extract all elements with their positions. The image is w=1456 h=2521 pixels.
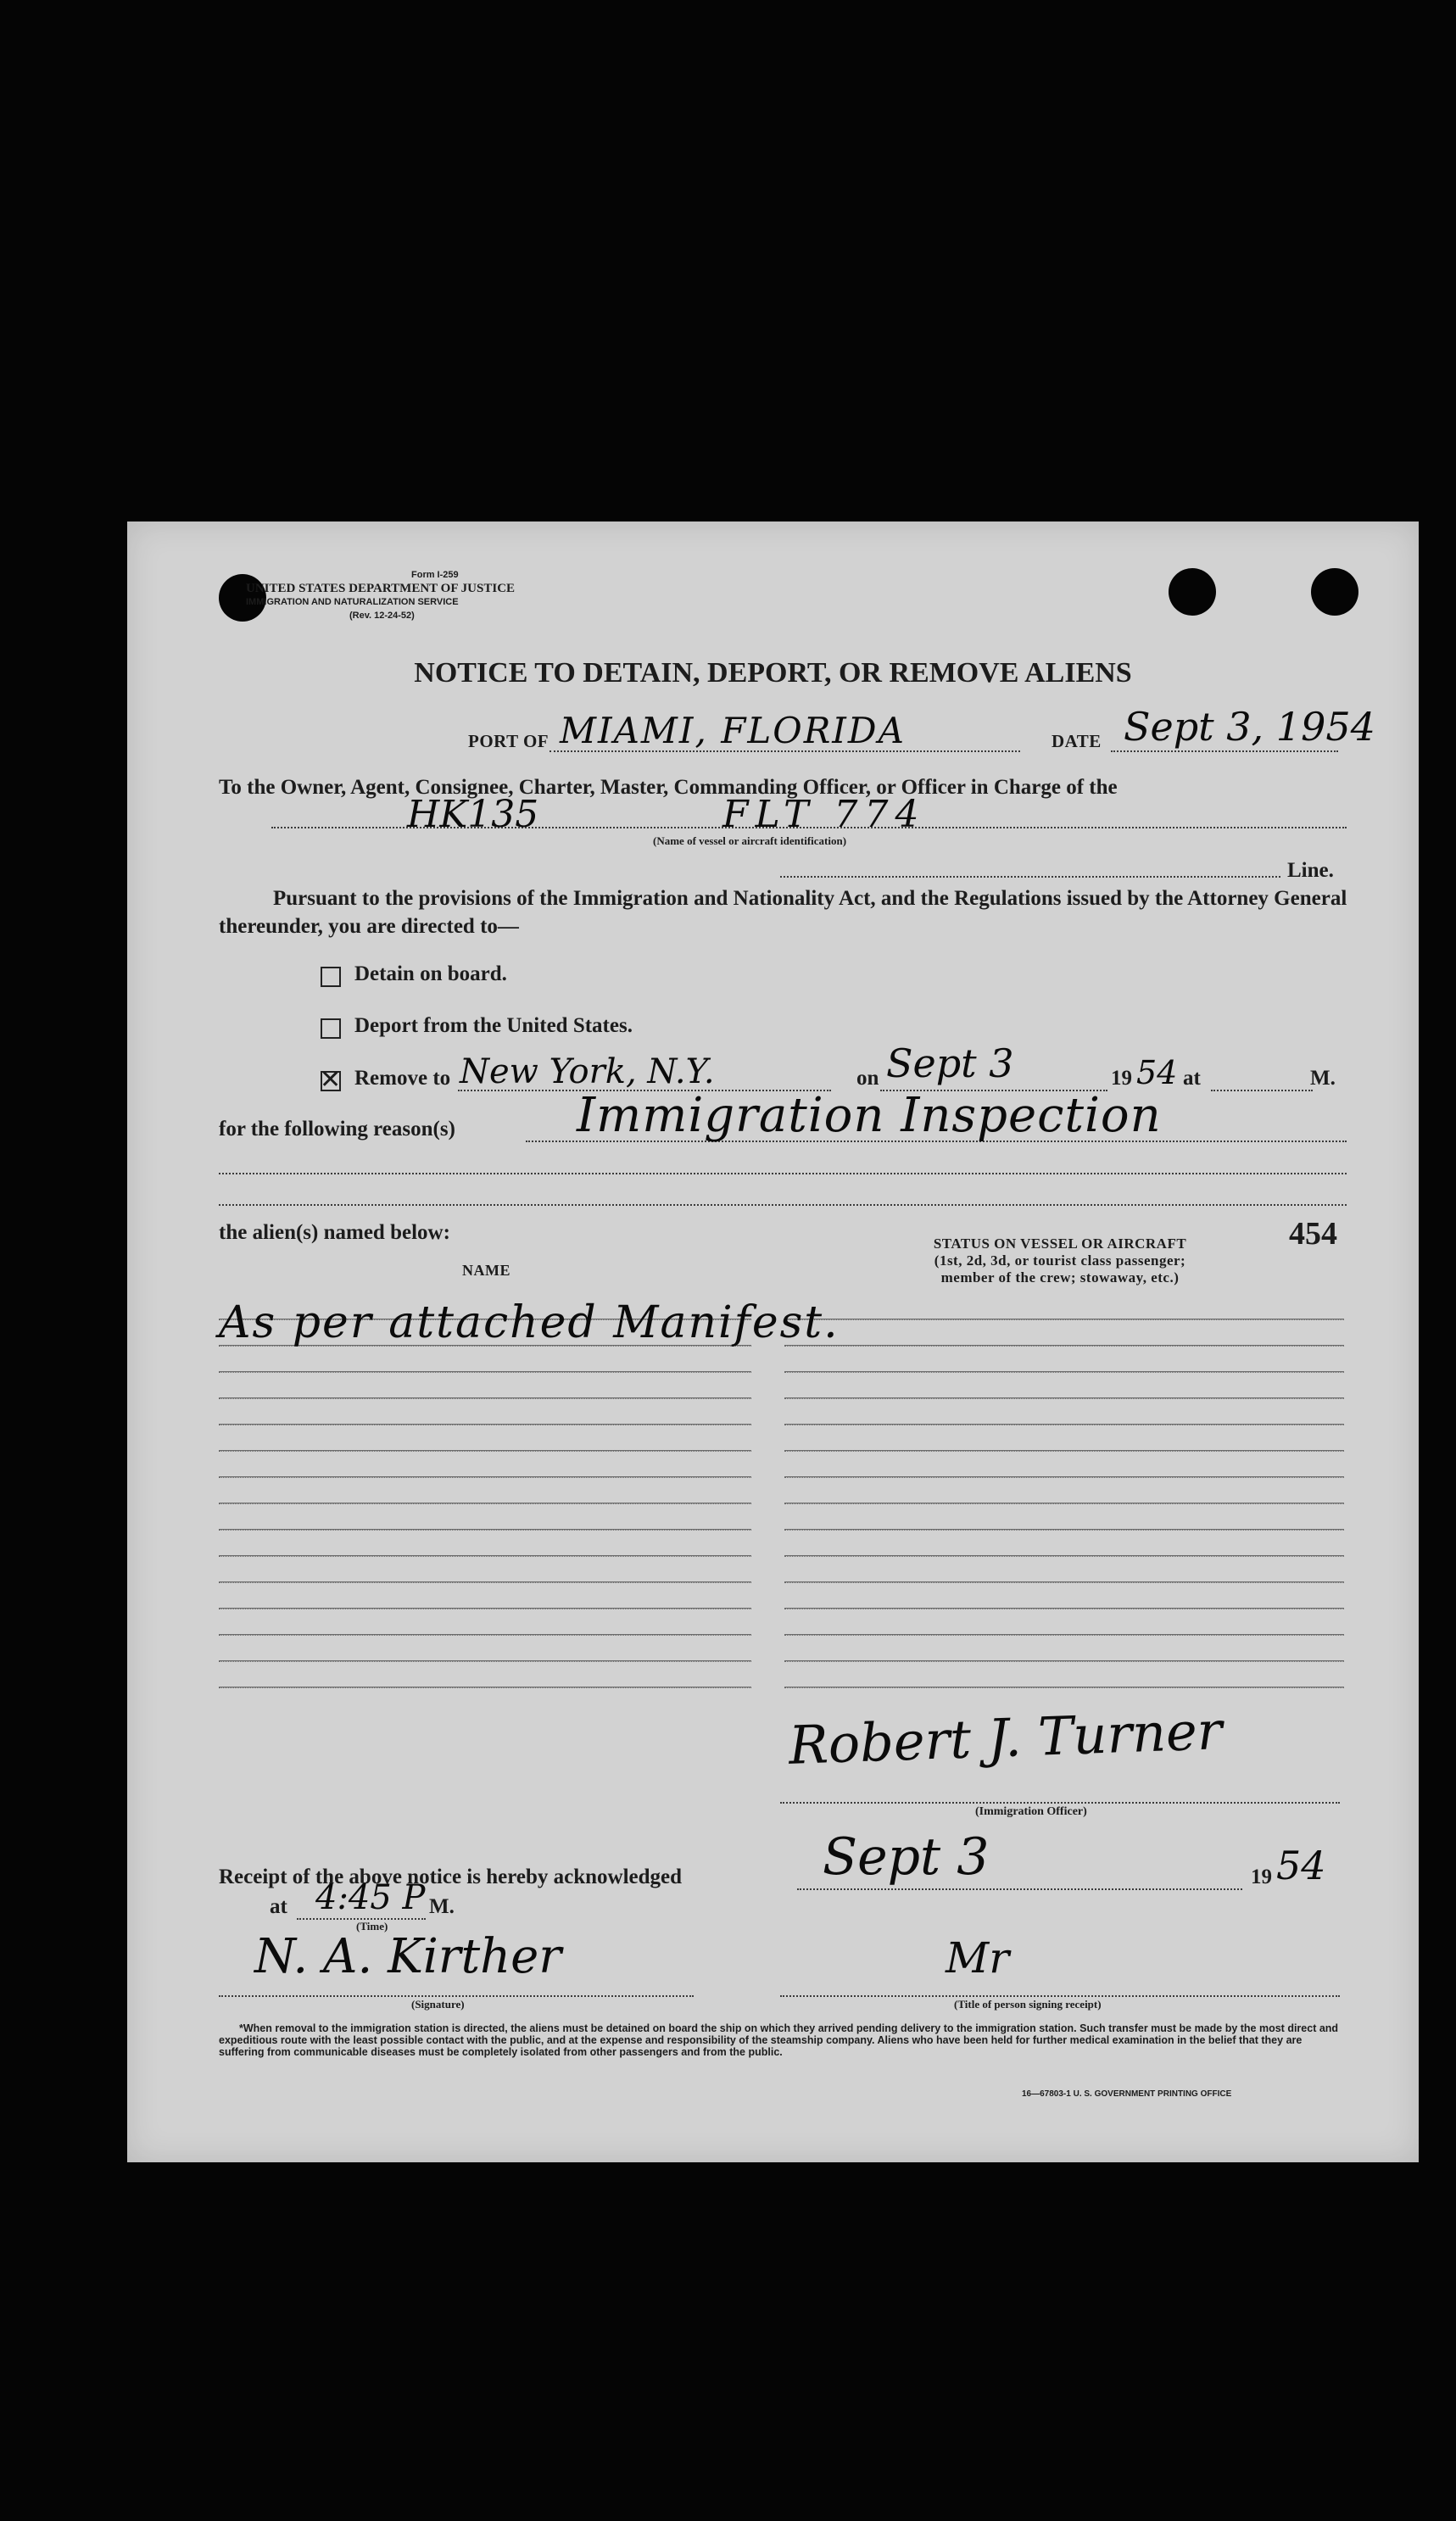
officer-signature: Robert J. Turner [787, 1699, 1224, 1776]
reason-label: for the following reason(s) [219, 1118, 455, 1141]
status-row-line [784, 1319, 1344, 1320]
name-column-header: NAME [462, 1262, 510, 1279]
pursuant-text: Pursuant to the provisions of the Immigration and Nationality Act, and the Regulations issued by the Attorney General thereunder, you are directed to— [219, 887, 1347, 938]
name-row-line [219, 1529, 751, 1531]
detain-checkbox[interactable] [321, 967, 341, 987]
reason-line-2 [219, 1173, 1347, 1174]
receipt-date-value: Sept 3 [823, 1827, 990, 1887]
detain-label: Detain on board. [354, 962, 507, 985]
deport-checkbox[interactable] [321, 1018, 341, 1039]
status-row-line [784, 1345, 1344, 1347]
remove-m-label: M. [1310, 1067, 1336, 1090]
date-line [1111, 750, 1338, 752]
receipt-title-value: Mr [946, 1933, 1010, 1983]
receipt-signature-line [219, 1995, 694, 1997]
form-revision: (Rev. 12-24-52) [349, 611, 415, 621]
status-row-line [784, 1397, 1344, 1399]
status-row-line [784, 1660, 1344, 1662]
name-row-line [219, 1608, 751, 1609]
receipt-year-prefix: 19 [1251, 1866, 1272, 1888]
check-mark-icon: ✕ [320, 1065, 342, 1095]
agency-line-2: IMMIGRATION AND NATURALIZATION SERVICE [246, 597, 459, 607]
aliens-label: the alien(s) named below: [219, 1221, 450, 1244]
receipt-m-label: M. [429, 1895, 455, 1918]
status-row-line [784, 1608, 1344, 1609]
officer-signature-line [780, 1802, 1340, 1804]
reason-line-3 [219, 1204, 1347, 1206]
name-row-line [219, 1634, 751, 1636]
receipt-at-label: at [270, 1895, 287, 1918]
status-row-line [784, 1371, 1344, 1373]
remove-year-value: 54 [1136, 1054, 1178, 1091]
names-entry-value: As per attached Manifest. [219, 1297, 840, 1348]
vessel-value-1: HK135 [407, 793, 539, 836]
status-row-line [784, 1450, 1344, 1452]
title-caption: (Title of person signing receipt) [954, 1998, 1102, 2011]
remove-on-label: on [856, 1067, 879, 1090]
status-row-line [784, 1687, 1344, 1688]
receipt-year-value: 54 [1276, 1843, 1326, 1888]
punch-hole-right-2 [1311, 568, 1358, 616]
remove-on-value: Sept 3 [886, 1040, 1014, 1086]
stamp-number: 454 [1289, 1216, 1337, 1252]
date-label: DATE [1052, 731, 1102, 751]
receipt-title-line [780, 1995, 1340, 1997]
name-row-line [219, 1476, 751, 1478]
status-header-line-2: (1st, 2d, 3d, or tourist class passenger; [934, 1252, 1186, 1269]
agency-line-1: UNITED STATES DEPARTMENT OF JUSTICE [246, 582, 516, 595]
receipt-date-line [797, 1888, 1242, 1890]
signature-caption: (Signature) [411, 1998, 465, 2011]
name-row-line [219, 1555, 751, 1557]
status-row-line [784, 1476, 1344, 1478]
port-value: MIAMI, FLORIDA [560, 710, 906, 751]
addressee-text: To the Owner, Agent, Consignee, Charter, Master, Commanding Officer, or Officer in Charge of the [219, 776, 1118, 799]
vessel-caption: (Name of vessel or aircraft identification) [653, 834, 847, 847]
status-row-line [784, 1529, 1344, 1531]
receipt-time-value: 4:45 P [315, 1878, 426, 1917]
name-row-line [219, 1397, 751, 1399]
form-title: NOTICE TO DETAIN, DEPORT, OR REMOVE ALIENS [414, 657, 1132, 689]
officer-caption: (Immigration Officer) [975, 1805, 1087, 1818]
footnote: *When removal to the immigration station is directed, the aliens must be detained on board the ship on which they arrived pending delivery to the immigration station. Such transfer must be made by the most direct and expeditious route with the least possible contact with the public, and at the expense and responsibility of the steamship company. Aliens who have been held for further medical examination in the belief that they are suffering from communicable diseases must be completely isolated from other passengers and from the public. [219, 2022, 1339, 2058]
status-header-line-1: STATUS ON VESSEL OR AIRCRAFT [933, 1235, 1187, 1252]
line-line [780, 876, 1280, 878]
time-caption: (Time) [356, 1920, 388, 1933]
status-row-line [784, 1424, 1344, 1425]
remove-destination-value: New York, N.Y. [460, 1052, 715, 1091]
name-row-line [219, 1687, 751, 1688]
line-label: Line. [1287, 859, 1334, 882]
remove-label: Remove to [354, 1067, 451, 1090]
remove-year-prefix: 19 [1111, 1067, 1132, 1090]
status-row-line [784, 1503, 1344, 1504]
status-row-line [784, 1634, 1344, 1636]
form-page [127, 521, 1419, 2162]
remove-at-line [1211, 1090, 1313, 1091]
punch-hole-right-1 [1169, 568, 1216, 616]
form-number: Form I-259 [411, 570, 459, 580]
receipt-text: Receipt of the above notice is hereby acknowledged [219, 1866, 683, 1888]
remove-checkbox[interactable] [320, 1065, 342, 1095]
date-value: Sept 3, 1954 [1124, 704, 1375, 750]
name-row-line [219, 1371, 751, 1373]
receipt-signature: N. A. Kirther [254, 1929, 562, 1984]
name-row-line [219, 1581, 751, 1583]
vessel-value-2: FLT 774 [722, 793, 926, 836]
remove-at-label: at [1183, 1067, 1201, 1090]
name-row-line [219, 1660, 751, 1662]
name-row-line [219, 1503, 751, 1504]
name-row-line [219, 1450, 751, 1452]
reason-value: Immigration Inspection [577, 1088, 1162, 1143]
status-row-line [784, 1581, 1344, 1583]
status-header-line-3: member of the crew; stowaway, etc.) [940, 1269, 1180, 1286]
status-row-line [784, 1555, 1344, 1557]
name-row-line [219, 1424, 751, 1425]
printer-line: 16—67803-1 U. S. GOVERNMENT PRINTING OFFICE [1022, 2089, 1232, 2099]
deport-label: Deport from the United States. [354, 1014, 633, 1037]
port-label: PORT OF [468, 731, 549, 751]
